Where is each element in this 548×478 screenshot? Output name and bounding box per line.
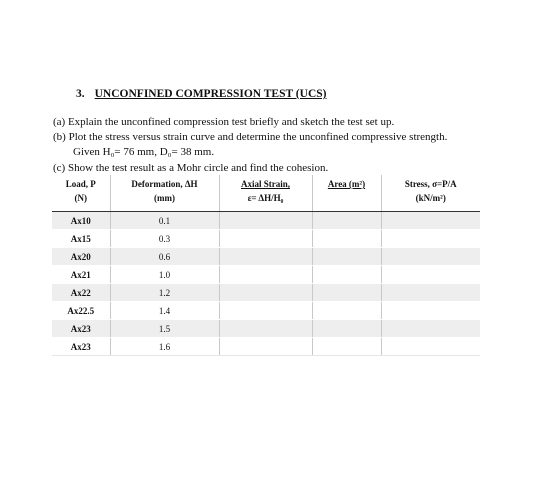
load-cell: Ax22 <box>52 284 110 302</box>
question-c: (c) Show the test result as a Mohr circle and find the cohesion. <box>53 162 329 174</box>
header-load: Load, P (N) <box>52 175 110 212</box>
table-row <box>52 248 480 266</box>
table-row <box>52 230 480 248</box>
stress-cell <box>381 212 480 230</box>
area-cell <box>312 320 381 338</box>
stress-cell <box>381 284 480 302</box>
stress-cell <box>381 302 480 320</box>
deformation-cell: 0.6 <box>110 248 219 266</box>
header-area: Area (m²) <box>312 175 381 212</box>
load-cell: Ax20 <box>52 248 110 266</box>
load-cell: Ax15 <box>52 230 110 248</box>
area-cell <box>312 212 381 230</box>
load-cell: Ax21 <box>52 266 110 284</box>
deformation-cell: 1.0 <box>110 266 219 284</box>
header-stress: Stress, σ=P/A (kN/m²) <box>381 175 480 212</box>
stress-cell <box>381 338 480 356</box>
question-a: (a) Explain the unconfined compression test briefly and sketch the test set up. <box>53 116 395 128</box>
deformation-cell: 1.2 <box>110 284 219 302</box>
table-header-row <box>52 175 480 212</box>
strain-cell <box>219 284 312 302</box>
area-cell <box>312 248 381 266</box>
stress-cell <box>381 230 480 248</box>
load-cell: Ax23 <box>52 320 110 338</box>
stress-cell <box>381 266 480 284</box>
header-deformation: Deformation, ΔH (mm) <box>110 175 219 212</box>
question-b-given: Given H₀= 76 mm, D₀= 38 mm. <box>73 146 215 158</box>
table-row <box>52 302 480 320</box>
section-number: 3. <box>76 88 85 100</box>
deformation-cell: 1.4 <box>110 302 219 320</box>
load-cell: Ax10 <box>52 212 110 230</box>
section-title: UNCONFINED COMPRESSION TEST (UCS) <box>94 88 327 100</box>
area-cell <box>312 266 381 284</box>
load-cell: Ax22.5 <box>52 302 110 320</box>
stress-cell <box>381 320 480 338</box>
area-cell <box>312 230 381 248</box>
area-cell <box>312 284 381 302</box>
question-b: (b) Plot the stress versus strain curve and determine the unconfined compressive strength. <box>53 131 448 143</box>
deformation-cell: 0.1 <box>110 212 219 230</box>
deformation-cell: 1.5 <box>110 320 219 338</box>
strain-cell <box>219 212 312 230</box>
section-heading <box>76 88 326 100</box>
header-axial-strain: Axial Strain, ε= ΔH/H₀ <box>219 175 312 212</box>
strain-cell <box>219 230 312 248</box>
strain-cell <box>219 302 312 320</box>
strain-cell <box>219 248 312 266</box>
table-row <box>52 212 480 230</box>
strain-cell <box>219 320 312 338</box>
stress-cell <box>381 248 480 266</box>
data-table <box>52 175 480 356</box>
strain-cell <box>219 266 312 284</box>
deformation-cell: 1.6 <box>110 338 219 356</box>
table-row <box>52 338 480 356</box>
strain-cell <box>219 338 312 356</box>
deformation-cell: 0.3 <box>110 230 219 248</box>
area-cell <box>312 338 381 356</box>
table-row <box>52 284 480 302</box>
area-cell <box>312 302 381 320</box>
table-row <box>52 320 480 338</box>
load-cell: Ax23 <box>52 338 110 356</box>
table-row <box>52 266 480 284</box>
